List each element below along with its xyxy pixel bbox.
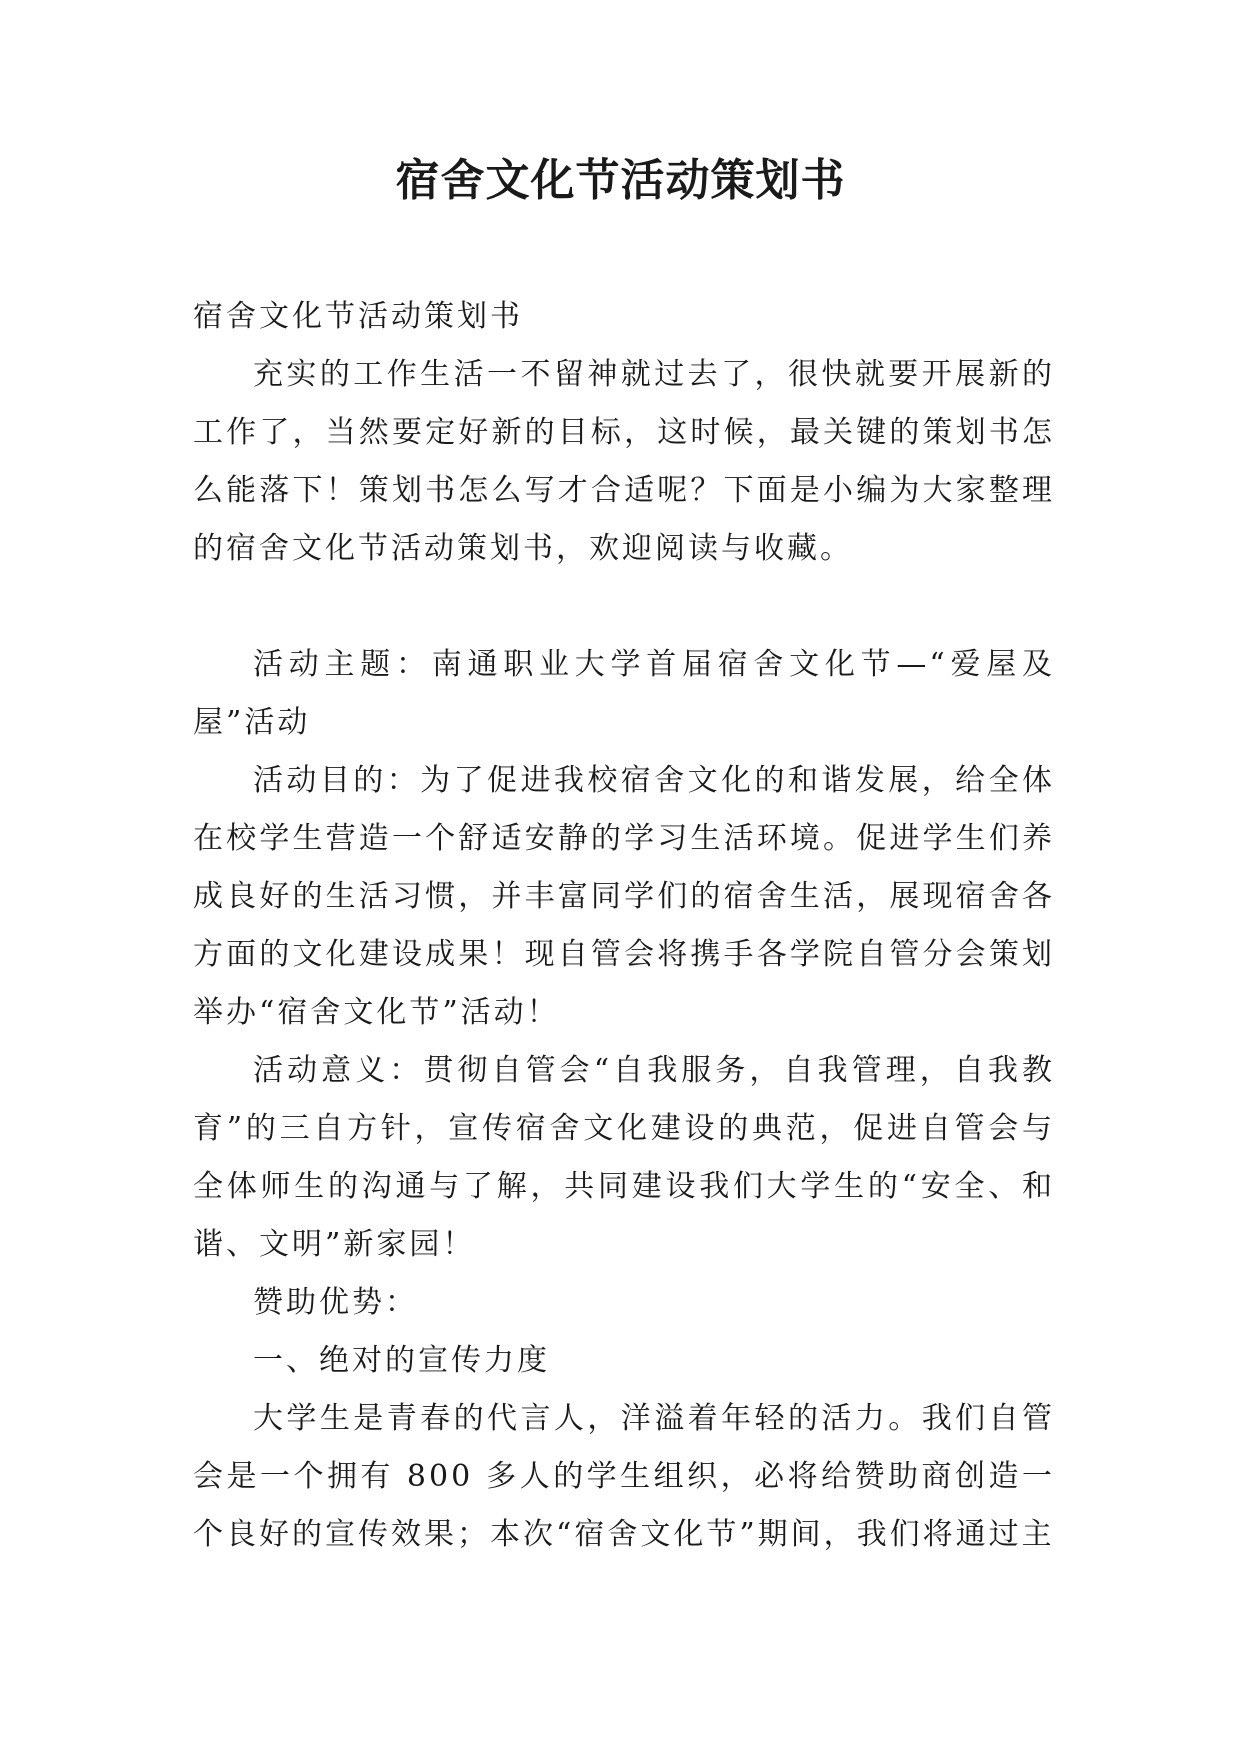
document-subtitle: 宿舍文化节活动策划书: [193, 299, 523, 334]
section-one-heading: 一、绝对的宣传力度: [253, 1343, 550, 1378]
purpose-paragraph: 活动目的：为了促进我校宿舍文化的和谐发展，给全体在校学生营造一个舒适安静的学习生活环境。促进学生们养成良好的生活习惯，并丰富同学们的宿舍生活，展现宿舍各方面的文化建设成果！现自管会将携手各学院自管分会策划举办“宿舍文化节”活动！: [193, 763, 1055, 1030]
document-body: [193, 288, 1055, 1564]
intro-paragraph: 充实的工作生活一不留神就过去了，很快就要开展新的工作了，当然要定好新的目标，这时候，最关键的策划书怎么能落下！策划书怎么写才合适呢？下面是小编为大家整理的宿舍文化节活动策划书，欢迎阅读与收藏。: [193, 357, 1055, 566]
paragraph-gap: [193, 578, 1055, 636]
significance-paragraph: 活动意义：贯彻自管会“自我服务，自我管理，自我教育”的三自方针，宣传宿舍文化建设的典范，促进自管会与全体师生的沟通与了解，共同建设我们大学生的“安全、和谐、文明”新家园！: [193, 1053, 1055, 1262]
theme-paragraph: 活动主题：南通职业大学首届宿舍文化节—“爱屋及屋”活动: [193, 647, 1055, 740]
document-title: 宿舍文化节活动策划书: [395, 155, 846, 206]
sponsor-heading: 赞助优势：: [253, 1285, 418, 1320]
section-one-paragraph: 大学生是青春的代言人，洋溢着年轻的活力。我们自管会是一个拥有 800 多人的学生组织，必将给赞助商创造一个良好的宣传效果；本次“宿舍文化节”期间，我们将通过主: [193, 1401, 1055, 1552]
